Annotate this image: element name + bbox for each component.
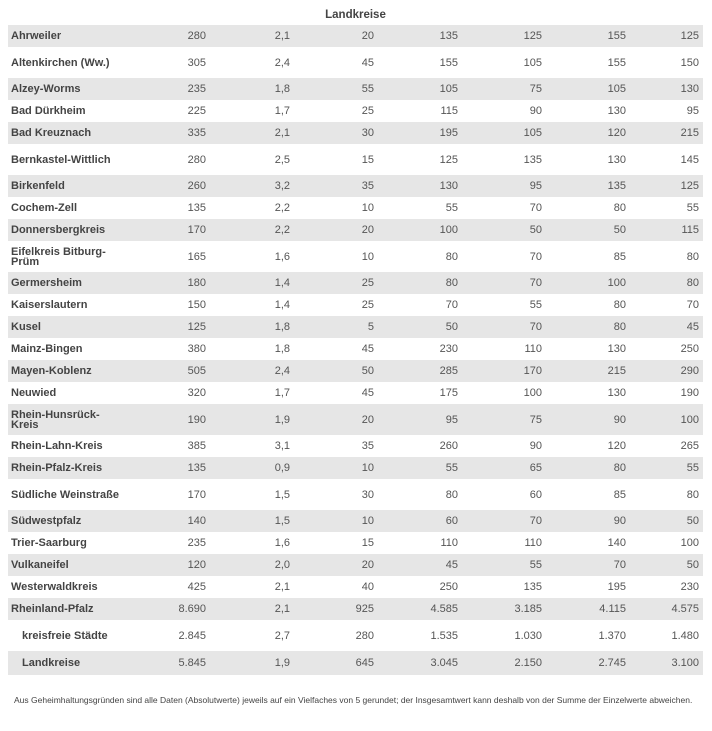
value-cell: 55 xyxy=(462,554,546,576)
value-cell: 2.845 xyxy=(178,629,206,642)
value-cell: 70 xyxy=(445,299,458,311)
value-cell: 3.100 xyxy=(630,651,703,675)
value-cell: 90 xyxy=(546,404,630,435)
row-label: Südwestpfalz xyxy=(8,510,123,532)
row-label: Trier-Saarburg xyxy=(11,537,87,549)
row-label: Neuwied xyxy=(11,387,57,399)
value-cell: 155 xyxy=(439,56,458,69)
value-cell: 80 xyxy=(546,316,630,338)
value-cell: 45 xyxy=(361,387,374,399)
row-label: Bad Kreuznach xyxy=(8,122,123,144)
value-cell: 15 xyxy=(361,537,374,549)
table-row xyxy=(8,576,703,598)
value-cell: 290 xyxy=(630,360,703,382)
value-cell: 20 xyxy=(294,554,378,576)
value-cell: 125 xyxy=(630,25,703,47)
value-cell: 135 xyxy=(123,457,210,479)
value-cell: 130 xyxy=(607,105,626,117)
value-cell: 80 xyxy=(686,488,699,501)
value-cell: 130 xyxy=(630,78,703,100)
value-cell: 110 xyxy=(440,537,458,549)
row-label: Cochem-Zell xyxy=(11,202,78,214)
value-cell: 50 xyxy=(462,219,546,241)
value-cell: 320 xyxy=(187,387,206,399)
value-cell: 235 xyxy=(123,78,210,100)
value-cell: 2.150 xyxy=(462,651,546,675)
value-cell: 170 xyxy=(187,488,206,501)
value-cell: 50 xyxy=(630,510,703,532)
value-cell: 1,8 xyxy=(210,316,294,338)
value-cell: 2,1 xyxy=(210,598,294,620)
value-cell: 3,1 xyxy=(274,440,290,452)
value-cell: 75 xyxy=(462,78,546,100)
value-cell: 80 xyxy=(546,457,630,479)
value-cell: 10 xyxy=(294,457,378,479)
value-cell: 3.045 xyxy=(378,651,462,675)
row-label: Südliche Weinstraße xyxy=(11,488,119,501)
table-row xyxy=(8,510,703,532)
value-cell: 2.745 xyxy=(546,651,630,675)
value-cell: 95 xyxy=(378,404,462,435)
value-cell: 135 xyxy=(378,25,462,47)
value-cell: 3,2 xyxy=(210,175,294,197)
row-label: Vulkaneifel xyxy=(8,554,123,576)
value-cell: 80 xyxy=(378,272,462,294)
value-cell: 5.845 xyxy=(123,651,210,675)
table-row xyxy=(8,532,703,554)
value-cell: 80 xyxy=(445,250,458,263)
value-cell: 230 xyxy=(680,581,699,593)
value-cell: 385 xyxy=(187,440,206,452)
value-cell: 30 xyxy=(361,488,374,501)
value-cell: 175 xyxy=(439,387,458,399)
value-cell: 2,7 xyxy=(274,629,290,642)
value-cell: 50 xyxy=(378,316,462,338)
value-cell: 250 xyxy=(439,581,458,593)
value-cell: 5 xyxy=(294,316,378,338)
value-cell: 2,5 xyxy=(274,153,290,166)
value-cell: 60 xyxy=(529,488,542,501)
value-cell: 1,7 xyxy=(274,105,290,117)
value-cell: 65 xyxy=(462,457,546,479)
value-cell: 195 xyxy=(607,581,626,593)
value-cell: 50 xyxy=(294,360,378,382)
table-row xyxy=(8,175,703,197)
row-label: Altenkirchen (Ww.) xyxy=(11,56,110,69)
value-cell: 75 xyxy=(462,404,546,435)
value-cell: 90 xyxy=(529,440,542,452)
value-cell: 40 xyxy=(361,581,374,593)
value-cell: 100 xyxy=(630,404,703,435)
row-label: Rhein-Pfalz-Kreis xyxy=(8,457,123,479)
value-cell: 135 xyxy=(187,202,206,214)
value-cell: 125 xyxy=(123,316,210,338)
value-cell: 4.115 xyxy=(546,598,630,620)
value-cell: 55 xyxy=(630,457,703,479)
value-cell: 20 xyxy=(294,25,378,47)
value-cell: 250 xyxy=(680,343,699,355)
table-row xyxy=(8,360,703,382)
table-row xyxy=(8,78,703,100)
value-cell: 70 xyxy=(462,272,546,294)
value-cell: 90 xyxy=(529,105,542,117)
value-cell: 95 xyxy=(686,105,699,117)
value-cell: 10 xyxy=(294,510,378,532)
value-cell: 100 xyxy=(680,537,699,549)
row-label: Germersheim xyxy=(8,272,123,294)
value-cell: 1,9 xyxy=(210,651,294,675)
value-cell: 3.185 xyxy=(462,598,546,620)
value-cell: 130 xyxy=(607,343,626,355)
value-cell: 2,2 xyxy=(274,202,290,214)
row-label: Bernkastel-Wittlich xyxy=(11,153,111,166)
table-row xyxy=(8,122,703,144)
table-heading: Landkreise xyxy=(325,9,386,21)
value-cell: 2,1 xyxy=(210,122,294,144)
value-cell: 45 xyxy=(630,316,703,338)
value-cell: 1.370 xyxy=(598,629,626,642)
value-cell: 45 xyxy=(361,343,374,355)
row-label: Ahrweiler xyxy=(8,25,123,47)
value-cell: 225 xyxy=(187,105,206,117)
value-cell: 80 xyxy=(686,250,699,263)
value-cell: 2,1 xyxy=(210,25,294,47)
value-cell: 190 xyxy=(680,387,699,399)
value-cell: 285 xyxy=(378,360,462,382)
row-label: kreisfreie Städte xyxy=(22,629,108,642)
value-cell: 155 xyxy=(607,56,626,69)
table-body xyxy=(8,25,703,675)
value-cell: 115 xyxy=(630,219,703,241)
value-cell: 645 xyxy=(294,651,378,675)
table-row xyxy=(8,316,703,338)
value-cell: 2,1 xyxy=(274,581,290,593)
value-cell: 1,8 xyxy=(210,78,294,100)
value-cell: 95 xyxy=(462,175,546,197)
table-row xyxy=(8,294,703,316)
value-cell: 2,0 xyxy=(210,554,294,576)
value-cell: 10 xyxy=(361,202,374,214)
value-cell: 120 xyxy=(546,122,630,144)
value-cell: 1.030 xyxy=(514,629,542,642)
table-row xyxy=(8,554,703,576)
value-cell: 215 xyxy=(546,360,630,382)
value-cell: 1,7 xyxy=(274,387,290,399)
value-cell: 80 xyxy=(613,202,626,214)
data-table xyxy=(8,25,703,675)
value-cell: 55 xyxy=(378,457,462,479)
value-cell: 130 xyxy=(607,387,626,399)
value-cell: 70 xyxy=(529,202,542,214)
value-cell: 1,4 xyxy=(274,299,290,311)
table-row xyxy=(8,47,703,78)
value-cell: 85 xyxy=(613,250,626,263)
value-cell: 15 xyxy=(361,153,374,166)
value-cell: 1,6 xyxy=(274,250,290,263)
value-cell: 150 xyxy=(187,299,206,311)
value-cell: 90 xyxy=(546,510,630,532)
value-cell: 60 xyxy=(378,510,462,532)
value-cell: 105 xyxy=(378,78,462,100)
value-cell: 1,5 xyxy=(210,510,294,532)
value-cell: 30 xyxy=(294,122,378,144)
value-cell: 335 xyxy=(123,122,210,144)
value-cell: 10 xyxy=(361,250,374,263)
value-cell: 235 xyxy=(187,537,206,549)
table-row xyxy=(8,620,703,651)
value-cell: 105 xyxy=(462,122,546,144)
table-row xyxy=(8,338,703,360)
value-cell: 280 xyxy=(187,153,206,166)
value-cell: 135 xyxy=(523,153,542,166)
value-cell: 55 xyxy=(445,202,458,214)
table-row xyxy=(8,219,703,241)
value-cell: 85 xyxy=(613,488,626,501)
value-cell: 260 xyxy=(439,440,458,452)
value-cell: 1,6 xyxy=(274,537,290,549)
value-cell: 70 xyxy=(462,510,546,532)
value-cell: 105 xyxy=(523,56,542,69)
row-label: Mainz-Bingen xyxy=(11,343,83,355)
table-row xyxy=(8,479,703,510)
row-label: Bad Dürkheim xyxy=(11,105,86,117)
value-cell: 1.480 xyxy=(671,629,699,642)
value-cell: 115 xyxy=(440,105,458,117)
value-cell: 380 xyxy=(187,343,206,355)
value-cell: 25 xyxy=(361,105,374,117)
value-cell: 20 xyxy=(294,219,378,241)
value-cell: 1,8 xyxy=(274,343,290,355)
value-cell: 100 xyxy=(378,219,462,241)
row-label: Rhein-Lahn-Kreis xyxy=(11,440,103,452)
value-cell: 260 xyxy=(123,175,210,197)
row-label: Eifelkreis Bitburg-Prüm xyxy=(11,245,106,268)
value-cell: 70 xyxy=(462,316,546,338)
value-cell: 130 xyxy=(607,153,626,166)
value-cell: 105 xyxy=(546,78,630,100)
value-cell: 110 xyxy=(524,537,542,549)
value-cell: 150 xyxy=(680,56,699,69)
value-cell: 195 xyxy=(378,122,462,144)
row-label: Donnersbergkreis xyxy=(8,219,123,241)
value-cell: 190 xyxy=(123,404,210,435)
value-cell: 1,9 xyxy=(210,404,294,435)
value-cell: 4.585 xyxy=(378,598,462,620)
row-label: Mayen-Koblenz xyxy=(8,360,123,382)
table-row xyxy=(8,404,703,435)
value-cell: 120 xyxy=(607,440,626,452)
footnote: Aus Geheimhaltungsgründen sind alle Daten (Absolutwerte) jeweils auf ein Vielfaches von 5 gerundet; der Insgesamtwert kann deshalb von der Summe der Einzelwerte abweichen. xyxy=(14,695,693,705)
value-cell: 1,5 xyxy=(274,488,290,501)
value-cell: 80 xyxy=(445,488,458,501)
value-cell: 8.690 xyxy=(123,598,210,620)
row-label: Westerwaldkreis xyxy=(11,581,98,593)
value-cell: 505 xyxy=(123,360,210,382)
value-cell: 170 xyxy=(462,360,546,382)
value-cell: 80 xyxy=(630,272,703,294)
value-cell: 170 xyxy=(123,219,210,241)
value-cell: 55 xyxy=(686,202,699,214)
table-row xyxy=(8,144,703,175)
value-cell: 140 xyxy=(607,537,626,549)
value-cell: 155 xyxy=(546,25,630,47)
value-cell: 230 xyxy=(439,343,458,355)
row-label: Birkenfeld xyxy=(8,175,123,197)
value-cell: 45 xyxy=(361,56,374,69)
table-row xyxy=(8,435,703,457)
table-row xyxy=(8,25,703,47)
value-cell: 100 xyxy=(523,387,542,399)
value-cell: 425 xyxy=(187,581,206,593)
value-cell: 140 xyxy=(123,510,210,532)
value-cell: 35 xyxy=(361,440,374,452)
value-cell: 55 xyxy=(294,78,378,100)
value-cell: 215 xyxy=(630,122,703,144)
value-cell: 305 xyxy=(187,56,206,69)
value-cell: 135 xyxy=(523,581,542,593)
value-cell: 100 xyxy=(546,272,630,294)
value-cell: 50 xyxy=(546,219,630,241)
value-cell: 130 xyxy=(378,175,462,197)
value-cell: 70 xyxy=(529,250,542,263)
value-cell: 125 xyxy=(462,25,546,47)
value-cell: 265 xyxy=(680,440,699,452)
table-row xyxy=(8,651,703,675)
table-row xyxy=(8,100,703,122)
value-cell: 925 xyxy=(294,598,378,620)
row-label: Kaiserslautern xyxy=(11,299,88,311)
table-row xyxy=(8,272,703,294)
table-row xyxy=(8,457,703,479)
value-cell: 180 xyxy=(123,272,210,294)
value-cell: 0,9 xyxy=(210,457,294,479)
row-label: Alzey-Worms xyxy=(8,78,123,100)
value-cell: 145 xyxy=(680,153,699,166)
value-cell: 135 xyxy=(546,175,630,197)
value-cell: 20 xyxy=(294,404,378,435)
value-cell: 45 xyxy=(378,554,462,576)
value-cell: 280 xyxy=(355,629,374,642)
value-cell: 2,4 xyxy=(274,56,290,69)
table-row xyxy=(8,382,703,404)
value-cell: 70 xyxy=(686,299,699,311)
table-row xyxy=(8,197,703,219)
row-label: Rheinland-Pfalz xyxy=(8,598,123,620)
value-cell: 120 xyxy=(123,554,210,576)
value-cell: 1.535 xyxy=(430,629,458,642)
value-cell: 4.575 xyxy=(630,598,703,620)
value-cell: 35 xyxy=(294,175,378,197)
value-cell: 80 xyxy=(613,299,626,311)
value-cell: 1,4 xyxy=(210,272,294,294)
value-cell: 2,4 xyxy=(210,360,294,382)
value-cell: 2,2 xyxy=(210,219,294,241)
value-cell: 125 xyxy=(439,153,458,166)
table-row xyxy=(8,598,703,620)
value-cell: 25 xyxy=(294,272,378,294)
value-cell: 280 xyxy=(123,25,210,47)
value-cell: 165 xyxy=(187,250,206,263)
value-cell: 110 xyxy=(524,343,542,355)
value-cell: 50 xyxy=(630,554,703,576)
row-label: Kusel xyxy=(8,316,123,338)
value-cell: 70 xyxy=(546,554,630,576)
value-cell: 25 xyxy=(361,299,374,311)
row-label: Rhein-Hunsrück-Kreis xyxy=(8,404,123,435)
table-row xyxy=(8,241,703,272)
value-cell: 55 xyxy=(529,299,542,311)
value-cell: 125 xyxy=(630,175,703,197)
row-label: Landkreise xyxy=(8,651,123,675)
